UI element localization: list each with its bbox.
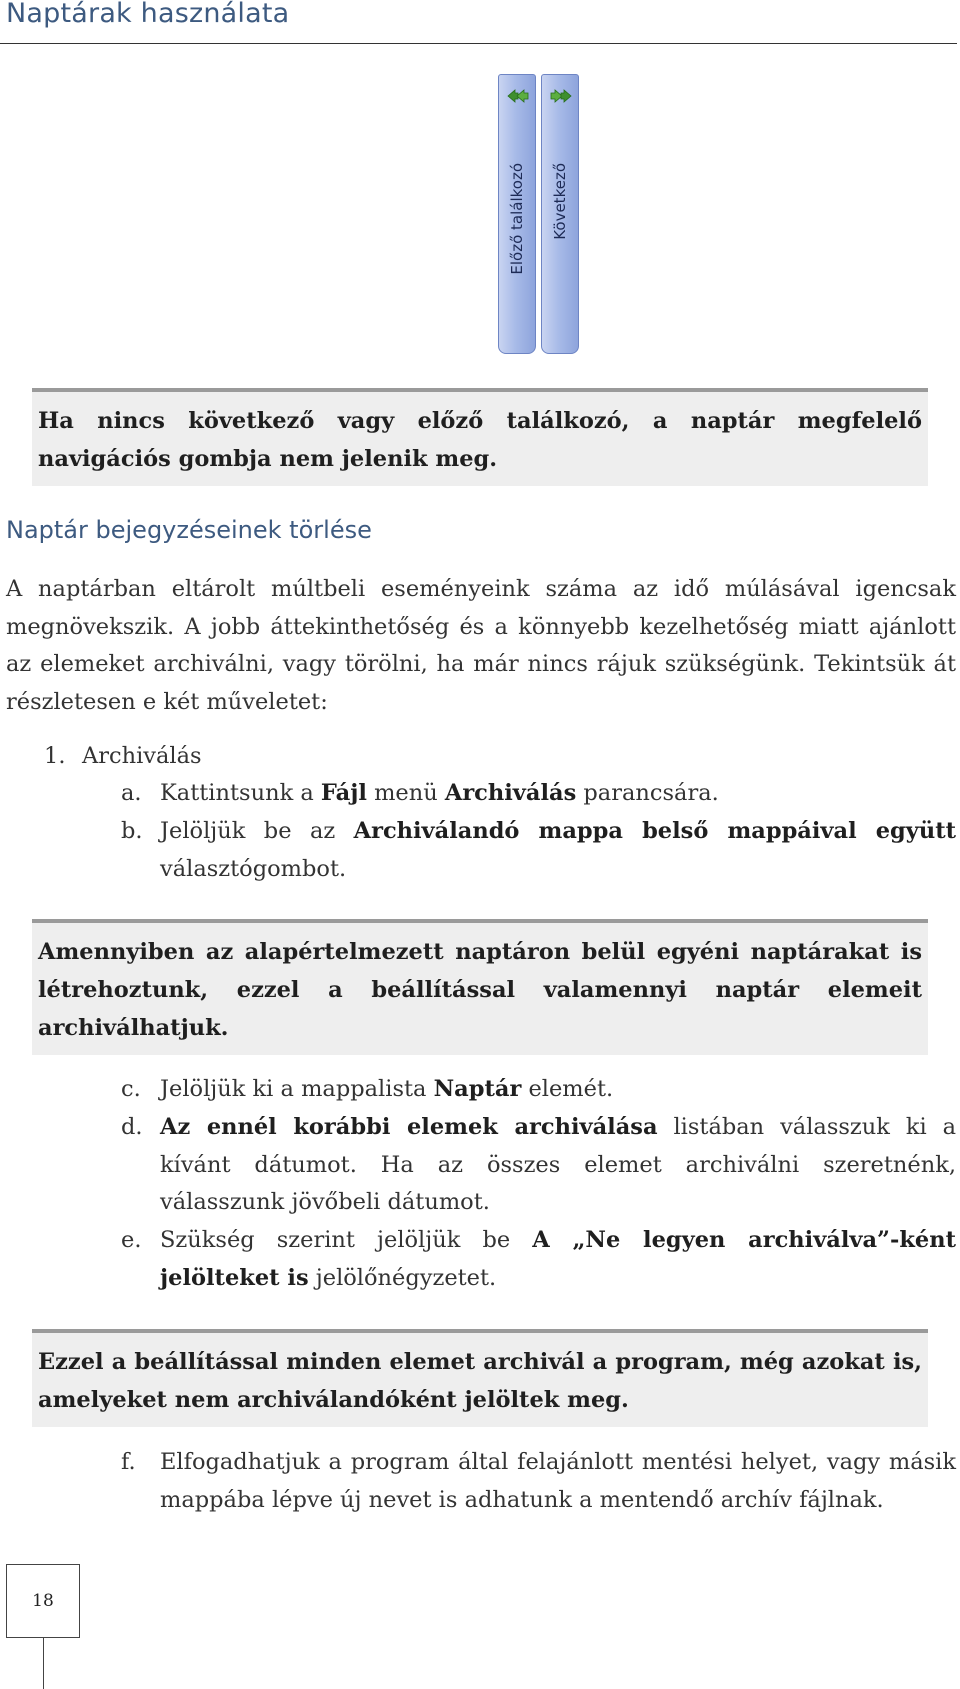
previous-appointment-button[interactable] xyxy=(498,74,536,354)
list-marker: f. xyxy=(121,1449,136,1475)
list-item-step-d xyxy=(121,1109,956,1223)
double-left-arrow-icon xyxy=(506,89,530,103)
list-marker: 1. xyxy=(44,743,66,769)
list-item-label: Archiválás xyxy=(82,743,202,769)
note-box-custom-calendars xyxy=(32,919,928,1055)
list-item-step-f xyxy=(121,1444,956,1520)
note-box-archive-all xyxy=(32,1329,928,1427)
list-item-step-a xyxy=(121,775,956,813)
calendar-navigation-buttons-image xyxy=(498,74,580,354)
list-marker: a. xyxy=(121,780,142,806)
previous-appointment-label: Előző találkozó xyxy=(508,163,526,275)
list-item-step-c xyxy=(121,1071,956,1109)
note-text: Amennyiben az alapértelmezett naptáron belül egyéni naptárakat is létrehoztunk, ezzel a beállítással valamennyi naptár elemeit archiválhatjuk. xyxy=(38,939,922,1041)
list-marker: c. xyxy=(121,1076,141,1102)
section-heading: Naptár bejegyzéseinek törlése xyxy=(6,516,372,544)
step-text: Az ennél korábbi elemek archiválása listában válasszuk ki a kívánt dátumot. Ha az összes elemet archiválni szeretnénk, válasszunk jövőbeli dátumot. xyxy=(160,1114,956,1215)
section-paragraph: A naptárban eltárolt múltbeli eseményeink száma az idő múlásával igencsak megnövekszik. A jobb áttekinthetőség és a könnyebb kezelhetőség miatt ajánlott az elemeket archiválni, vagy törölni, ha már nincs rájuk szükségünk. Tekintsük át részletesen e két műveletet: xyxy=(6,576,956,715)
list-item-archiving xyxy=(44,738,444,776)
list-marker: d. xyxy=(121,1114,143,1140)
step-text: Jelöljük ki a mappalista Naptár elemét. xyxy=(160,1076,614,1102)
page-header-title: Naptárak használata xyxy=(6,0,290,29)
list-marker: b. xyxy=(121,818,143,844)
double-right-arrow-icon xyxy=(549,89,573,103)
step-text: Szükség szerint jelöljük be A „Ne legyen archiválva”-ként jelölteket is jelölőnégyzetet. xyxy=(160,1227,956,1291)
step-text: Kattintsunk a Fájl menü Archiválás parancsára. xyxy=(160,780,719,806)
list-item-step-b xyxy=(121,813,956,889)
next-appointment-label: Következő xyxy=(551,163,569,240)
note-text: Ha nincs következő vagy előző találkozó, a naptár megfelelő navigációs gombja nem jelenik meg. xyxy=(38,408,922,472)
list-marker: e. xyxy=(121,1227,142,1253)
list-item-step-e xyxy=(121,1222,956,1298)
note-text: Ezzel a beállítással minden elemet archivál a program, még azokat is, amelyeket nem archiválandóként jelöltek meg. xyxy=(38,1349,922,1413)
page-number-line xyxy=(43,1638,44,1689)
note-box-navigation xyxy=(32,388,928,486)
step-text: Elfogadhatjuk a program által felajánlott mentési helyet, vagy másik mappába lépve új nevet is adhatunk a mentendő archív fájlnak. xyxy=(160,1449,956,1513)
step-text: Jelöljük be az Archiválandó mappa belső mappáival együtt választógombot. xyxy=(160,818,956,882)
header-divider xyxy=(0,43,957,44)
next-appointment-button[interactable] xyxy=(541,74,579,354)
page-number: 18 xyxy=(6,1564,80,1638)
